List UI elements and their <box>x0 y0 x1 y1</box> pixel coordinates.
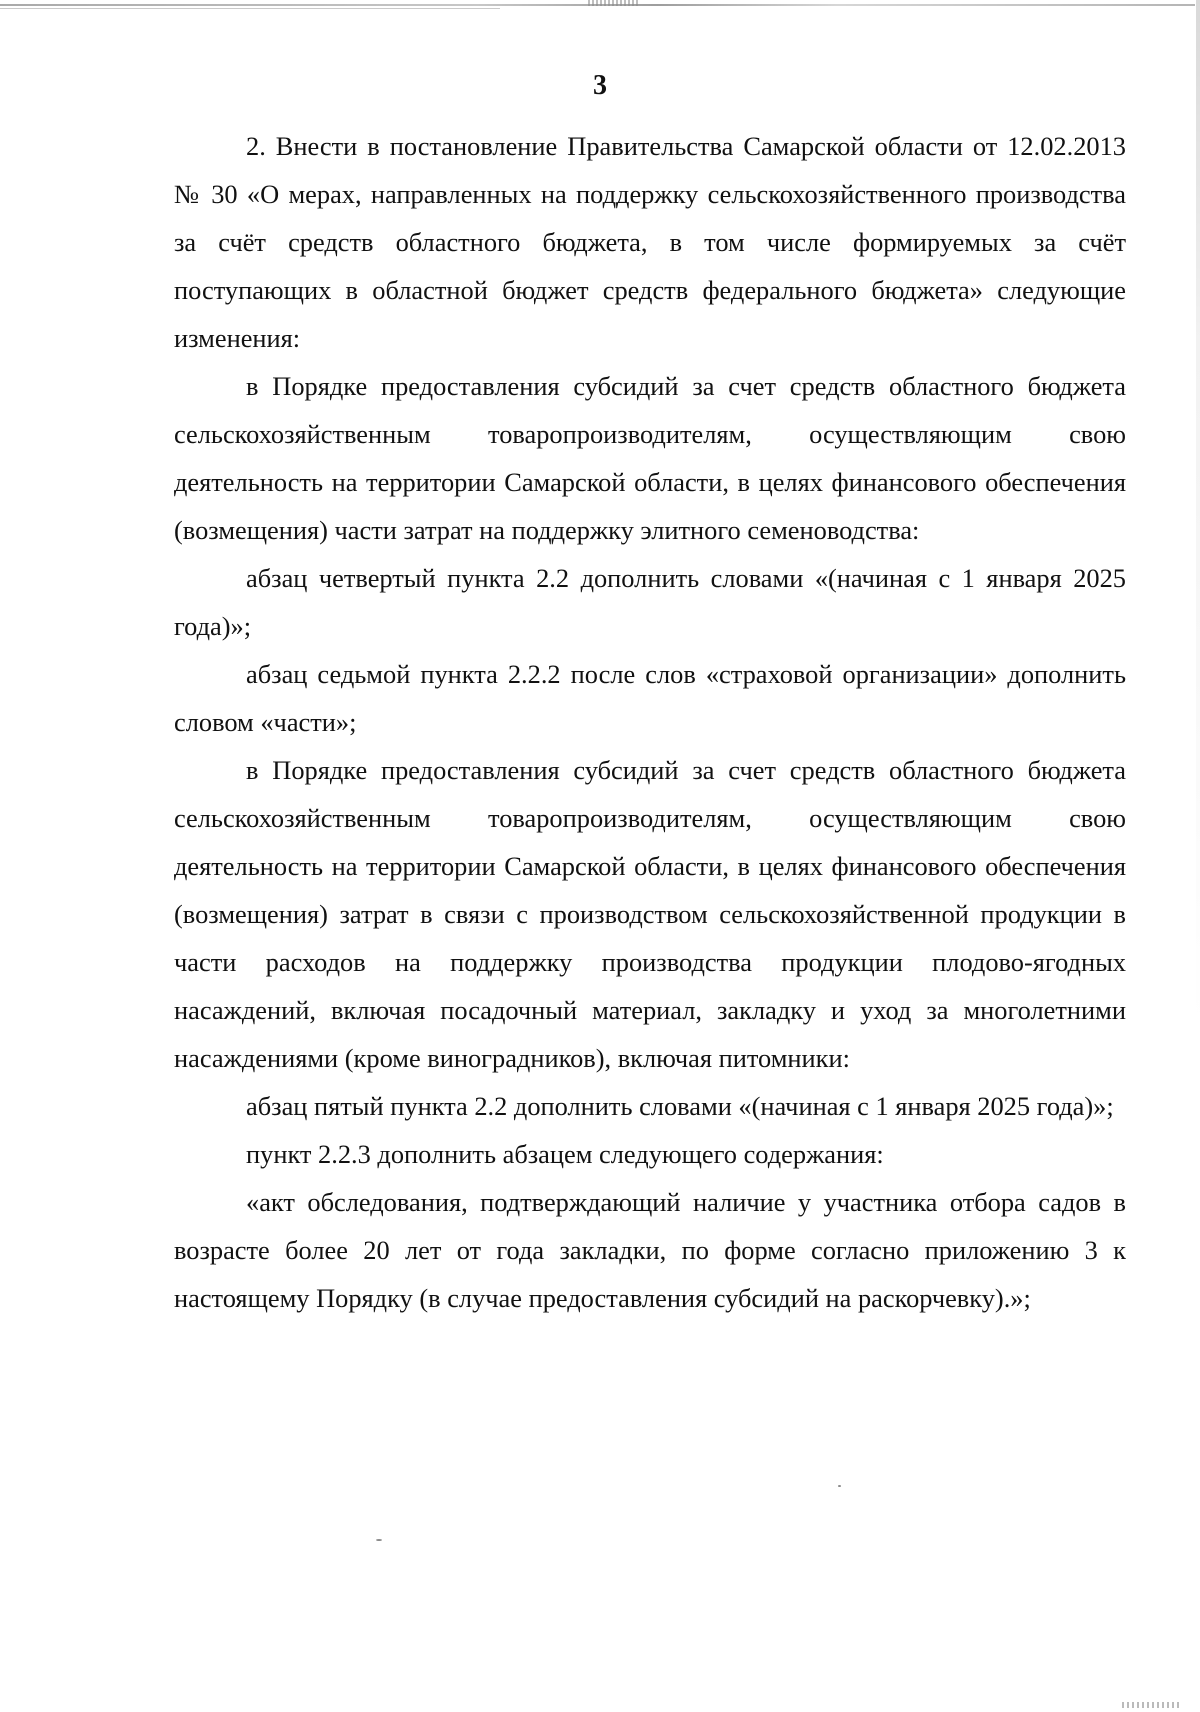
paragraph-amend-2-2-fifth: абзац пятый пункта 2.2 дополнить словами «(начиная с 1 января 2025 года)»; <box>246 1091 1114 1121</box>
scan-artifact-top-smudge <box>588 0 638 6</box>
paragraph-amend-2-2: абзац четвертый пункта 2.2 дополнить словами «(начиная с 1 января 2025 года)»; <box>174 563 1126 641</box>
paragraph-orchard-order: в Порядке предоставления субсидий за счет средств областного бюджета сельскохозяйственным товаропроизводителям, осуществляющим свою деятельность на территории Самарской области, в целях финансового обеспечения (возмещения) затрат в связи с производством сельскохозяйственной продукции в части расходов на поддержку производства продукции плодово-ягодных насаждений, включая посадочный материал, закладку и уход за многолетними насаждениями (кроме виноградников), включая питомники: <box>174 755 1126 1073</box>
paragraph-survey-act: «акт обследования, подтверждающий наличие у участника отбора садов в возрасте более 20 лет от года закладки, по форме согласно приложению 3 к настоящему Порядку (в случае предоставления субсидий на раскорчевку).»; <box>174 1187 1126 1313</box>
scan-artifact-top-line-thin <box>0 8 500 9</box>
scan-artifact-bottom-smudge <box>1122 1702 1182 1708</box>
scan-artifact-right-edge <box>1196 0 1200 1712</box>
document-body <box>174 122 1126 1322</box>
page-number: 3 <box>593 70 607 101</box>
paragraph-item-2: 2. Внести в постановление Правительства Самарской области от 12.02.2013 № 30 «О мерах, направленных на поддержку сельскохозяйственного производства за счёт средств областного бюджета, в том числе формируемых за счёт поступающих в областной бюджет средств федерального бюджета» следующие изменения: <box>174 131 1126 353</box>
scan-speck <box>838 1485 841 1487</box>
paragraph-elite-seed-order: в Порядке предоставления субсидий за счет средств областного бюджета сельскохозяйственным товаропроизводителям, осуществляющим свою деятельность на территории Самарской области, в целях финансового обеспечения (возмещения) части затрат на поддержку элитного семеноводства: <box>174 371 1126 545</box>
paragraph-amend-2-2-2: абзац седьмой пункта 2.2.2 после слов «страховой организации» дополнить словом «части»; <box>174 659 1126 737</box>
scan-speck <box>376 1539 382 1541</box>
paragraph-amend-2-2-3: пункт 2.2.3 дополнить абзацем следующего содержания: <box>246 1139 884 1169</box>
